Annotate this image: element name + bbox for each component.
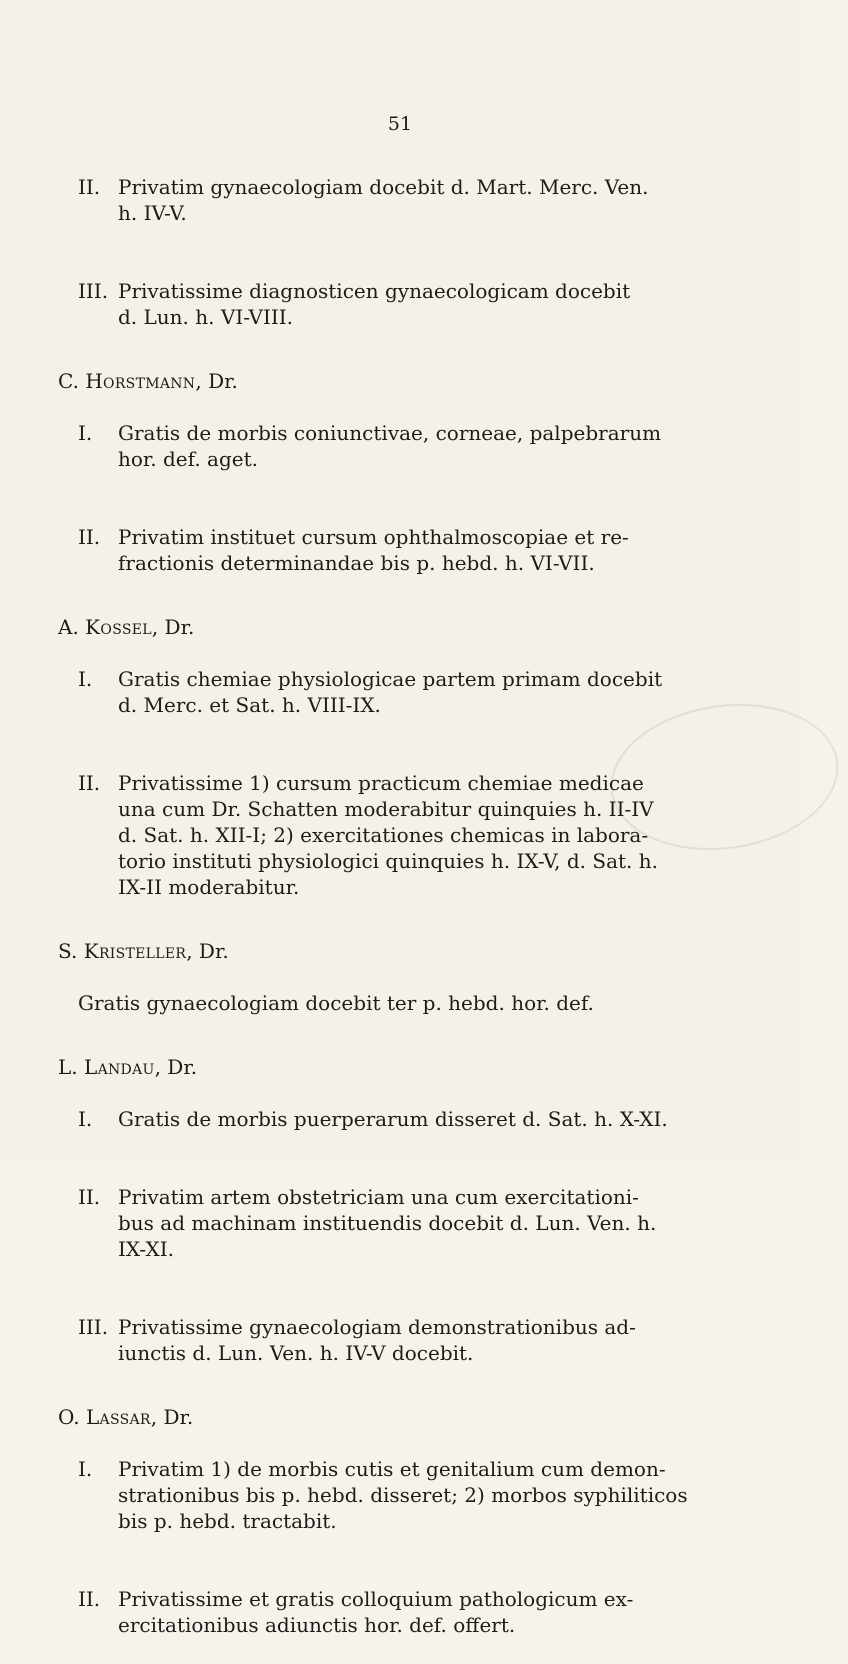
professor-name: Horstmann (85, 369, 196, 393)
course-description: Privatissime gynaecologiam demonstrationibus ad- iunctis d. Lun. Ven. h. IV-V docebit. (118, 1315, 636, 1365)
professor-entry (58, 614, 778, 926)
professor-entry (58, 1404, 778, 1664)
professor-initial: A. (58, 615, 86, 639)
course-row (78, 1314, 778, 1366)
course-item (58, 252, 778, 356)
course-item (58, 148, 778, 252)
professor-entry (58, 368, 778, 602)
course-row (78, 666, 778, 718)
professor-heading (58, 1054, 778, 1080)
course-item (58, 640, 778, 744)
course-description: Privatissime diagnosticen gynaecologicam docebit d. Lun. h. VI-VIII. (118, 279, 631, 329)
course-number: III. (78, 1315, 109, 1339)
course-item (58, 1288, 778, 1392)
course-number: II. (78, 525, 101, 549)
course-row (78, 524, 778, 576)
professor-name: Lassar (85, 1405, 151, 1429)
professor-entry (58, 148, 778, 356)
professor-initial: O. (58, 1405, 86, 1429)
course-number: I. (78, 667, 93, 691)
course-item (58, 1080, 778, 1158)
professor-heading (58, 1404, 778, 1430)
professor-title: , Dr. (150, 1405, 194, 1429)
professor-title: , Dr. (195, 369, 238, 393)
course-item (58, 744, 778, 926)
course-number: I. (78, 1457, 93, 1481)
professor-initial: C. (58, 369, 86, 393)
professor-entry (58, 1054, 778, 1392)
course-row (78, 770, 778, 900)
course-row (78, 174, 778, 226)
professor-heading (58, 368, 778, 394)
course-number: I. (78, 421, 93, 445)
course-description: Privatim gynaecologiam docebit d. Mart. Merc. Ven. h. IV-V. (118, 175, 649, 225)
course-item (58, 964, 778, 1042)
course-description: Gratis de morbis puerperarum disseret d. Sat. h. X-XI. (118, 1107, 668, 1131)
professor-heading (58, 614, 778, 640)
course-number: II. (78, 771, 101, 795)
course-description: Gratis gynaecologiam docebit ter p. hebd. hor. def. (78, 991, 594, 1015)
professor-initial: S. (58, 939, 84, 963)
course-item (58, 1430, 778, 1560)
course-row (78, 1456, 778, 1534)
professor-title: , Dr. (186, 939, 229, 963)
course-row (78, 1184, 778, 1262)
course-description: Privatim 1) de morbis cutis et genitalium cum demon- strationibus bis p. hebd. disseret; 2) morbos syphiliticos bis p. hebd. tractabit. (118, 1457, 688, 1533)
course-row (78, 420, 778, 472)
professor-name: Landau (84, 1055, 155, 1079)
course-description: Privatissime 1) cursum practicum chemiae medicae una cum Dr. Schatten moderabitur quinquies h. II-IV d. Sat. h. XII-I; 2) exercitationes chemicas in labora- torio instituti physiologici quinquies h. IX-V, d. Sat. h. IX-II moderabitur. (118, 771, 659, 899)
course-description: Gratis chemiae physiologicae partem primam docebit d. Merc. et Sat. h. VIII-IX. (118, 667, 663, 717)
professor-initial: L. (58, 1055, 84, 1079)
course-description: Privatim instituet cursum ophthalmoscopiae et re- fractionis determinandae bis p. hebd. h. VI-VII. (118, 525, 629, 575)
lecture-list (58, 148, 778, 1664)
course-item (58, 1560, 778, 1664)
course-number: II. (78, 1185, 101, 1209)
course-number: II. (78, 175, 101, 199)
course-number: III. (78, 279, 109, 303)
course-item (58, 498, 778, 602)
course-row (78, 1106, 778, 1132)
course-row (78, 278, 778, 330)
course-row (78, 990, 778, 1016)
course-number: II. (78, 1587, 101, 1611)
page-number: 51 (387, 113, 413, 135)
course-item (58, 1158, 778, 1288)
professor-title: , Dr. (151, 615, 195, 639)
professor-heading (58, 938, 778, 964)
professor-name: Kristeller (83, 939, 187, 963)
professor-entry (58, 938, 778, 1042)
course-item (58, 394, 778, 498)
course-description: Privatim artem obstetriciam una cum exercitationi- bus ad machinam instituendis docebit d. Lun. Ven. h. IX-XI. (118, 1185, 657, 1261)
course-description: Privatissime et gratis colloquium pathologicum ex- ercitationibus adiunctis hor. def. offert. (118, 1587, 634, 1637)
course-number: I. (78, 1107, 93, 1131)
course-description: Gratis de morbis coniunctivae, corneae, palpebrarum hor. def. aget. (118, 421, 662, 471)
professor-name: Kossel (85, 615, 152, 639)
course-row (78, 1586, 778, 1638)
professor-title: , Dr. (154, 1055, 198, 1079)
